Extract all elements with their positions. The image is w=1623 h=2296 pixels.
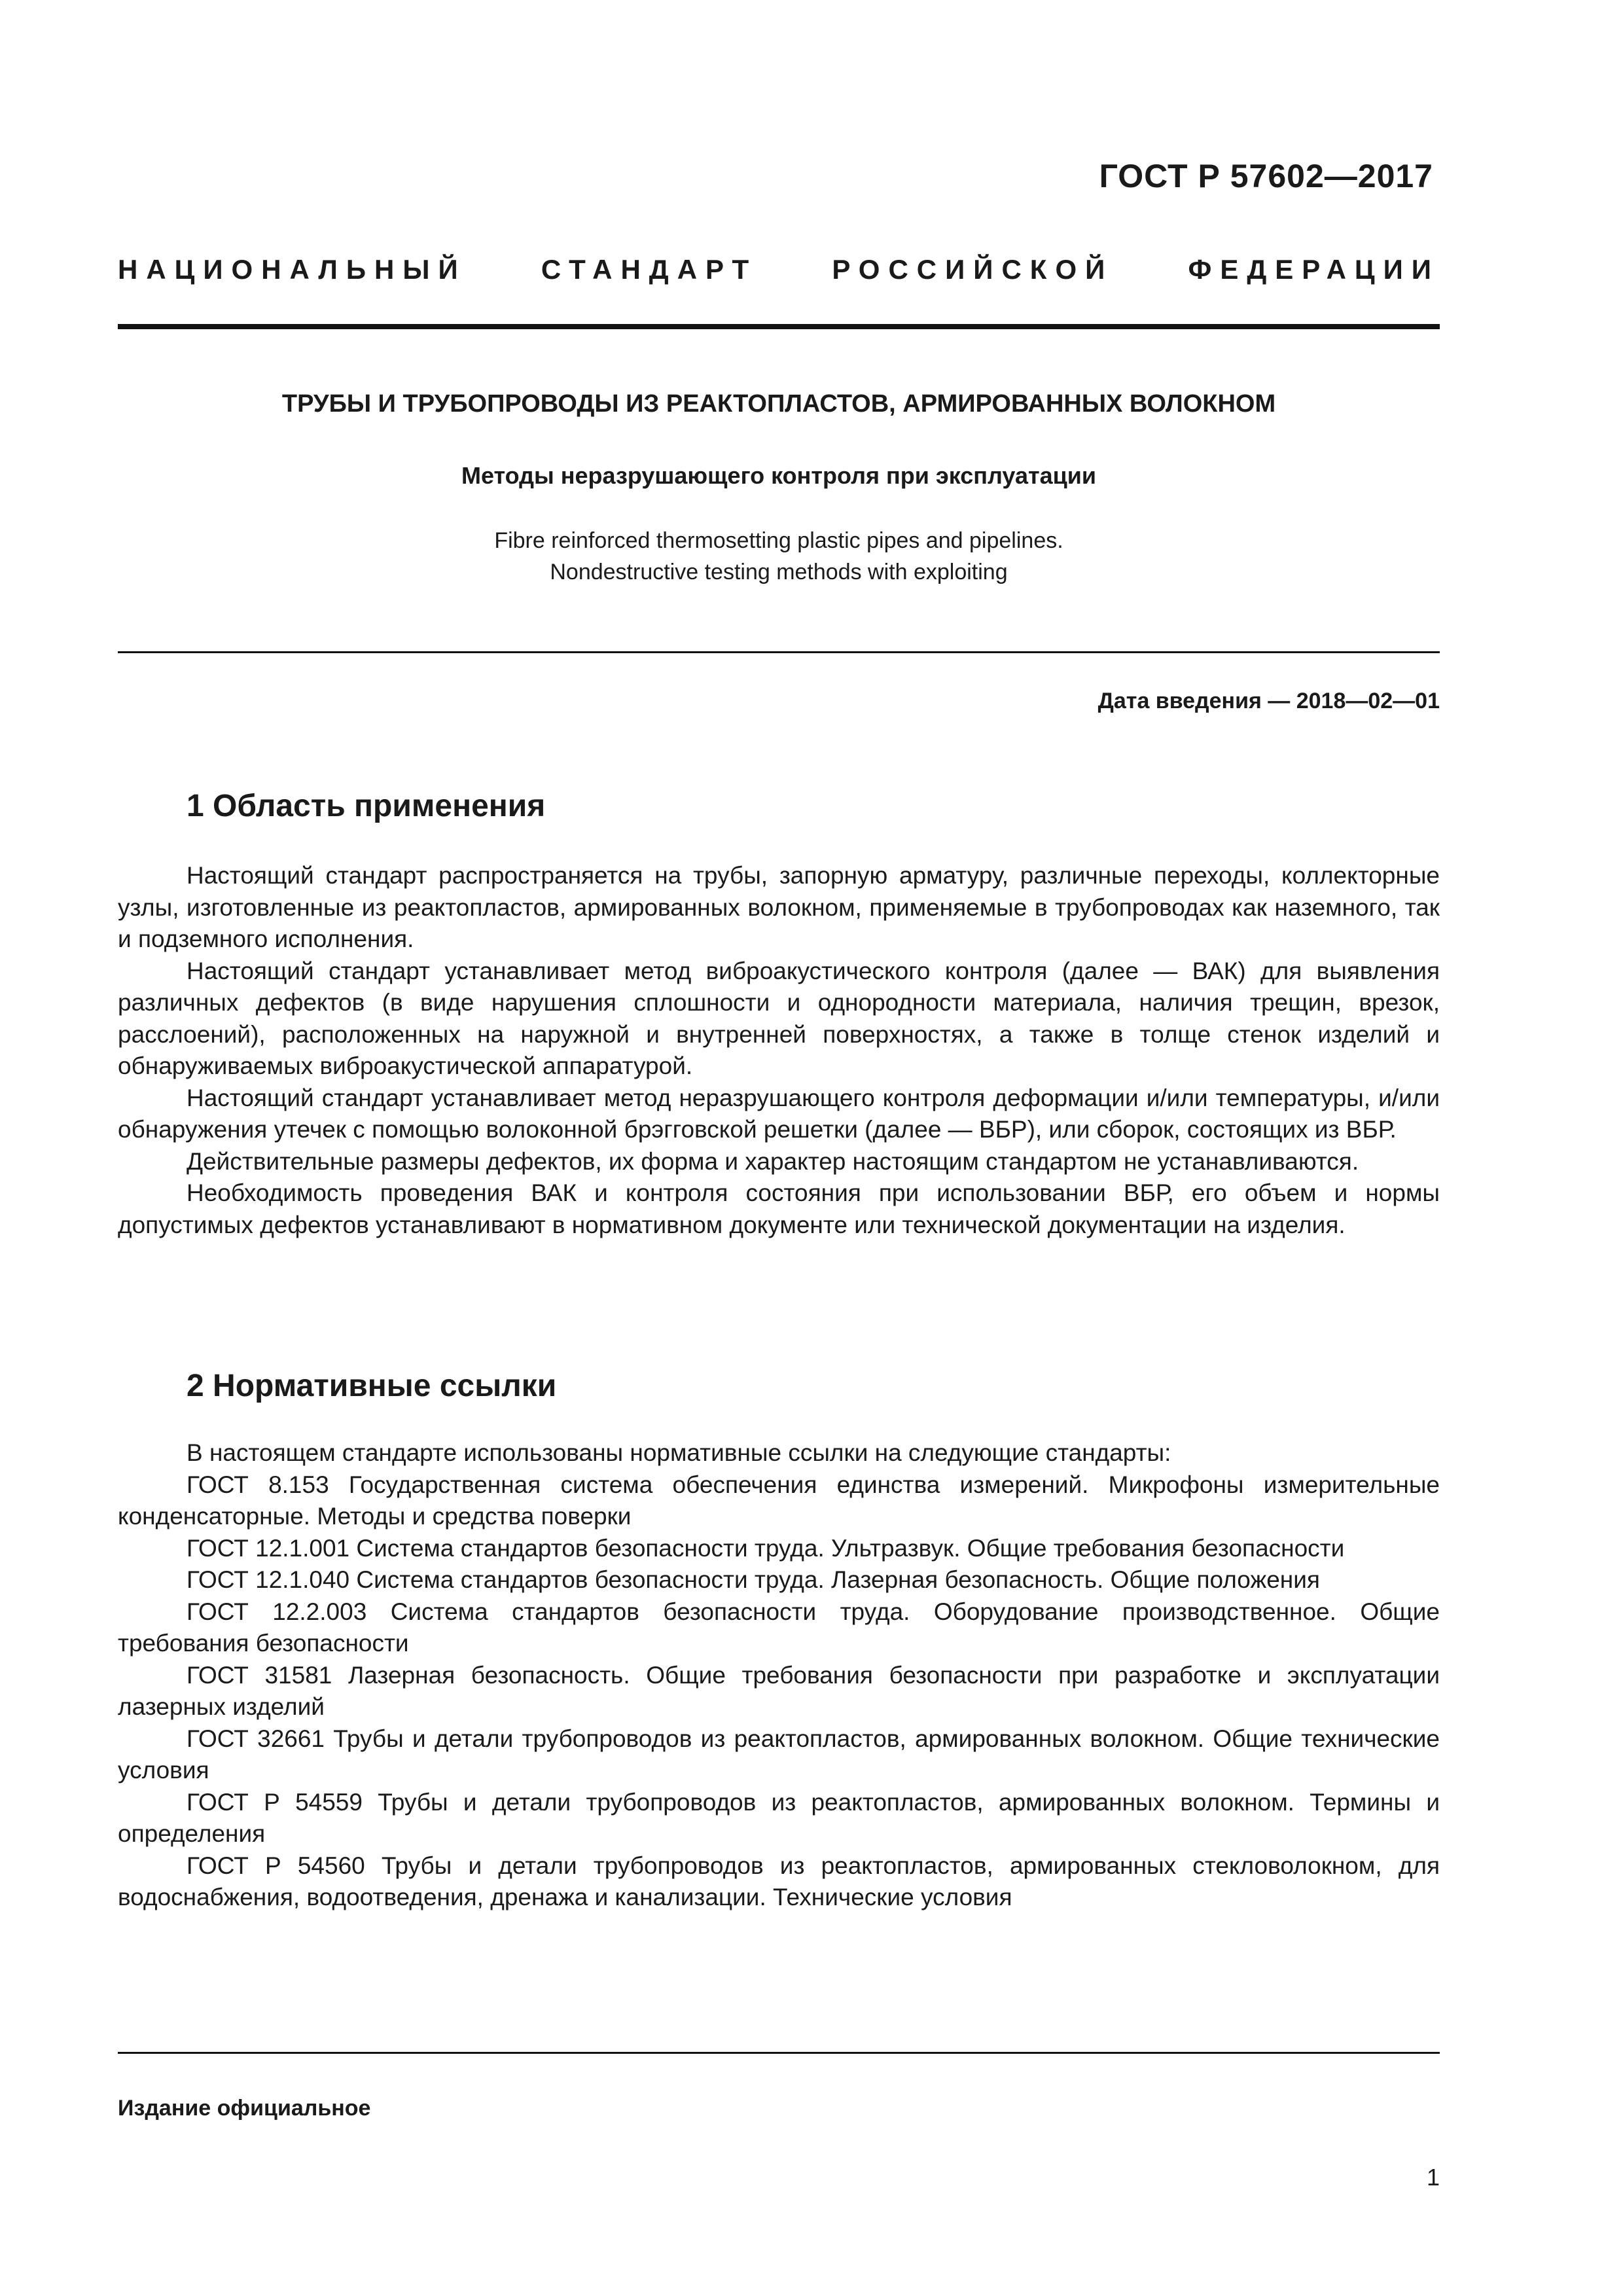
- section-2-heading: 2 Нормативные ссылки: [187, 1369, 557, 1403]
- document-subtitle: Методы неразрушающего контроля при эксплуатации: [461, 462, 1097, 489]
- paragraph: Действительные размеры дефектов, их форма и характер настоящим стандартом не устанавливаются.: [187, 1147, 1359, 1175]
- reference-item: ГОСТ 32661 Трубы и детали трубопроводов из реактопластов, армированных волокном. Общие технические условия: [118, 1725, 1440, 1784]
- document-title: ТРУБЫ И ТРУБОПРОВОДЫ ИЗ РЕАКТОПЛАСТОВ, АРМИРОВАННЫХ ВОЛОКНОМ: [281, 390, 1276, 418]
- document-code: ГОСТ Р 57602—2017: [1099, 158, 1433, 194]
- reference-item: ГОСТ 12.1.001 Система стандартов безопасности труда. Ультразвук. Общие требования безопасности: [187, 1534, 1345, 1562]
- english-title-line: Fibre reinforced thermosetting plastic pipes and pipelines.: [494, 528, 1063, 553]
- paragraph: Настоящий стандарт устанавливает метод виброакустического контроля (далее — ВАК) для выявления различных дефектов (в виде нарушения сплошности и однородности материала, наличия трещин, врезок, расслоений), расположенных на наружной и внутренней поверхностях, а также в толще стенок изделий и обнаруживаемых виброакустической аппаратурой.: [118, 957, 1440, 1079]
- footer-divider: [118, 2052, 1440, 2054]
- paragraph: Необходимость проведения ВАК и контроля состояния при использовании ВБР, его объем и нормы допустимых дефектов устанавливают в нормативном документе или технической документации на изделия.: [118, 1179, 1440, 1238]
- introduction-date: Дата введения — 2018—02—01: [1097, 689, 1440, 713]
- national-title-word: РОССИЙСКОЙ: [832, 254, 1114, 285]
- reference-item: ГОСТ Р 54560 Трубы и детали трубопроводов из реактопластов, армированных стекловолокном, для водоснабжения, водоотведения, дренажа и канализации. Технические условия: [118, 1852, 1440, 1910]
- section-2-body: [118, 1437, 1440, 1914]
- national-title-word: СТАНДАРТ: [541, 254, 758, 285]
- paragraph: Настоящий стандарт распространяется на трубы, запорную арматуру, различные переходы, коллекторные узлы, изготовленные из реактопластов, армированных волокном, применяемые в трубопроводах как наземного, так и подземного исполнения.: [118, 862, 1440, 952]
- page-number: 1: [1426, 2164, 1440, 2191]
- national-title-word: НАЦИОНАЛЬНЫЙ: [118, 254, 467, 285]
- paragraph: Настоящий стандарт устанавливает метод неразрушающего контроля деформации и/или температуры, и/или обнаружения утечек с помощью волоконной брэгговской решетки (далее — ВБР), или сборок, состоящих из ВБР.: [118, 1084, 1440, 1143]
- reference-item: ГОСТ 12.1.040 Система стандартов безопасности труда. Лазерная безопасность. Общие положения: [187, 1566, 1320, 1593]
- reference-item: ГОСТ 31581 Лазерная безопасность. Общие требования безопасности при разработке и эксплуатации лазерных изделий: [118, 1661, 1440, 1720]
- reference-item: ГОСТ Р 54559 Трубы и детали трубопроводов из реактопластов, армированных волокном. Термины и определения: [118, 1788, 1440, 1847]
- reference-item: ГОСТ 8.153 Государственная система обеспечения единства измерений. Микрофоны измерительные конденсаторные. Методы и средства поверки: [118, 1471, 1440, 1530]
- reference-item: ГОСТ 12.2.003 Система стандартов безопасности труда. Оборудование производственное. Общие требования безопасности: [118, 1598, 1440, 1657]
- official-edition-label: Издание официальное: [118, 2096, 371, 2121]
- national-standard-title: [118, 254, 1440, 285]
- english-title: [118, 525, 1440, 588]
- title-divider: [118, 651, 1440, 653]
- section-1-body: [118, 860, 1440, 1241]
- paragraph: В настоящем стандарте использованы нормативные ссылки на следующие стандарты:: [187, 1439, 1171, 1466]
- header-divider: [118, 324, 1440, 329]
- english-title-line: Nondestructive testing methods with exploiting: [550, 560, 1008, 584]
- section-1-heading: 1 Область применения: [187, 789, 546, 823]
- national-title-word: ФЕДЕРАЦИИ: [1188, 254, 1440, 285]
